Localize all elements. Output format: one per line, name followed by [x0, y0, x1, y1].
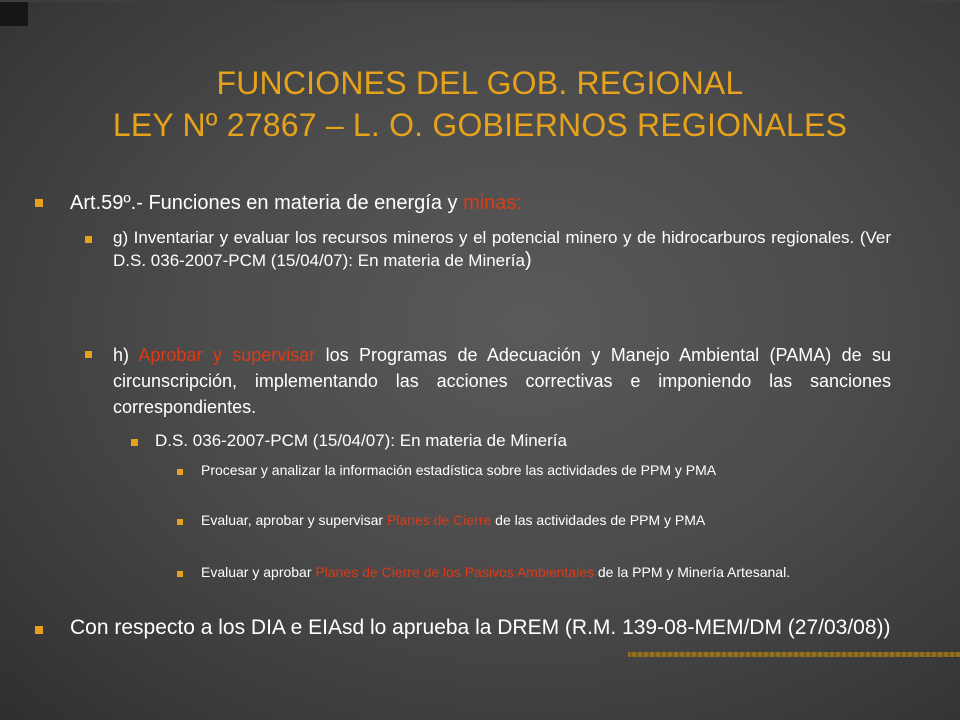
square-bullet-icon [177, 571, 183, 577]
art59-highlight: minas: [463, 192, 522, 214]
decorative-rule [628, 652, 960, 657]
sub3-prefix: Evaluar y aprobar [201, 564, 316, 580]
sub1-text: Procesar y analizar la información estadística sobre las actividades de PPM y PMA [201, 462, 717, 478]
art59-text: Art.59º.- Funciones en materia de energía y [70, 192, 464, 214]
ds-heading: D.S. 036-2007-PCM (15/04/07): En materia de Minería [155, 431, 567, 450]
square-bullet-icon [177, 519, 183, 525]
item-g-close: ) [524, 249, 532, 271]
item-g-text: g) Inventariar y evaluar los recursos mineros y el potencial minero y de hidrocarburos regionales. (Ver D.S. 036-2007-PCM (15/04/07): En materia de Minería [113, 228, 891, 270]
sub2-suffix: de las actividades de PPM y PMA [491, 512, 706, 528]
title-line-2: LEY Nº 27867 – L. O. GOBIERNOS REGIONALES [112, 107, 848, 143]
square-bullet-icon [85, 236, 92, 243]
square-bullet-icon [35, 626, 43, 634]
square-bullet-icon [177, 469, 183, 475]
item-h-prefix: h) [113, 345, 139, 365]
square-bullet-icon [85, 351, 92, 358]
square-bullet-icon [35, 199, 43, 207]
sub3-highlight: Planes de Cierre de los Pasivos Ambientales [315, 564, 594, 580]
sub2-highlight: Planes de Cierre [386, 512, 492, 528]
sub3-suffix: de la PPM y Minería Artesanal. [594, 564, 791, 580]
item-h-highlight: Aprobar y supervisar [138, 345, 316, 365]
title-line-1: FUNCIONES DEL GOB. REGIONAL [216, 65, 744, 101]
sub2-prefix: Evaluar, aprobar y supervisar [201, 512, 387, 528]
square-bullet-icon [131, 439, 138, 446]
dia-text: Con respecto a los DIA e EIAsd lo aprueba la DREM (R.M. 139-08-MEM/DM (27/03/08)) [70, 616, 891, 639]
item-h-text: los Programas de Adecuación y Manejo Ambiental (PAMA) de su circunscripción, implementando las acciones correctivas e imponiendo las sanciones correspondientes. [113, 345, 892, 417]
